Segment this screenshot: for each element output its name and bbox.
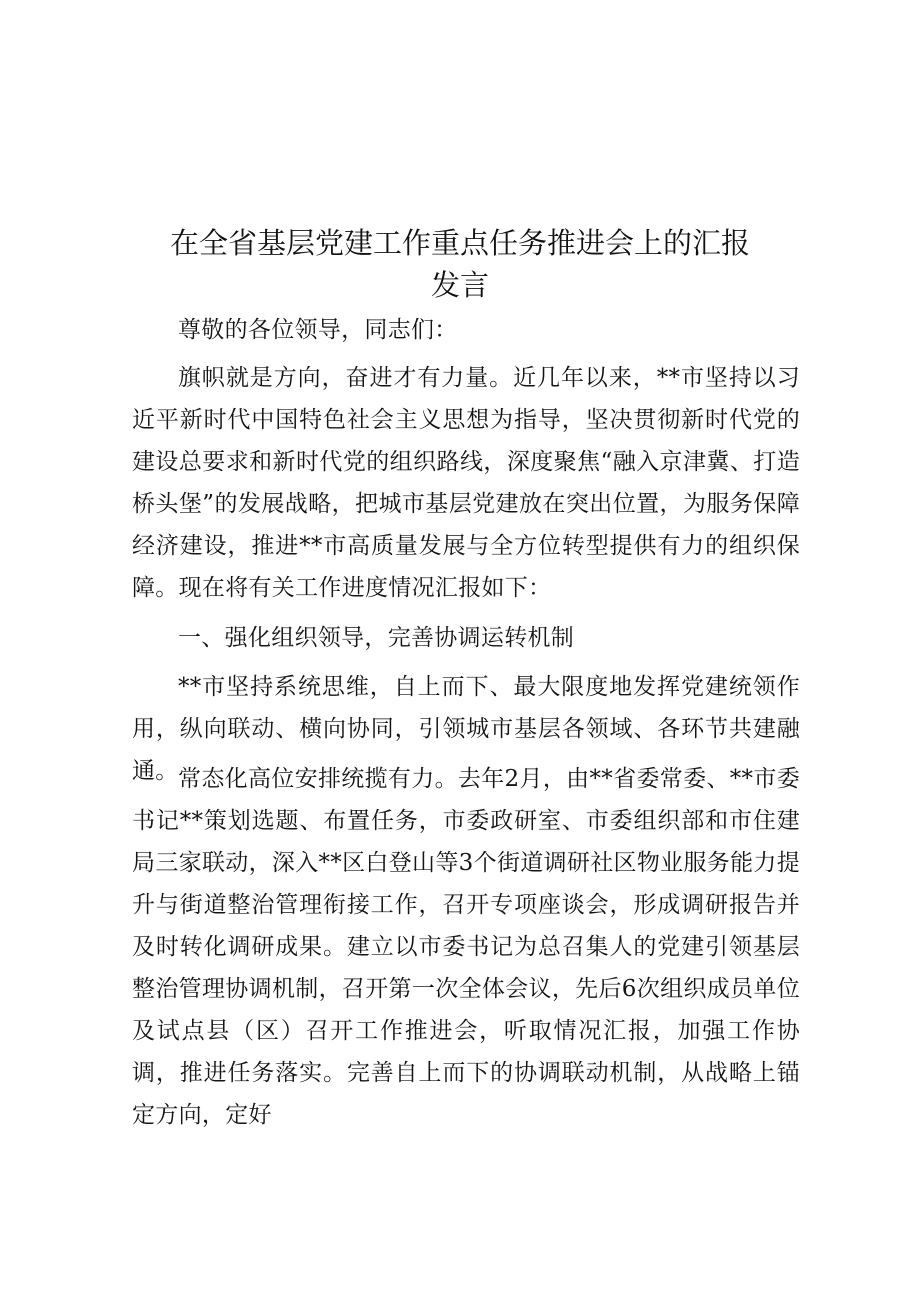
document-title-line-2: 发言 bbox=[430, 268, 489, 302]
document-title-line-1: 在全省基层党建工作重点任务推进会上的汇报 bbox=[169, 226, 750, 260]
salutation: 尊敬的各位领导，同志们： bbox=[178, 317, 458, 343]
paragraph-section1-summary: **市坚持系统思维，自上而下、最大限度地发挥党建统领作用，纵向联动、横向协同，引领城市基层各领域、各环节共建融通。 bbox=[132, 674, 800, 784]
paragraph-intro: 旗帜就是方向，奋进才有力量。近几年以来，**市坚持以习近平新时代中国特色社会主义思想为指导，坚决贯彻新时代党的建设总要求和新时代党的组织路线，深度聚焦“融入京津冀、打造桥头堡”的发展战略，把城市基层党建放在突出位置，为服务保障经济建设，推进**市高质量发展与全方位转型提供有力的组织保障。现在将有关工作进度情况汇报如下： bbox=[132, 365, 800, 601]
section-heading-1: 一、强化组织领导，完善协调运转机制 bbox=[178, 625, 575, 651]
paragraph-section1-detail: 常态化高位安排统揽有力。去年2月，由**省委常委、**市委书记**策划选题、布置任务，市委政研室、市委组织部和市住建局三家联动，深入**区白登山等3个街道调研社区物业服务能力提升与街道整治管理衔接工作，召开专项座谈会，形成调研报告并及时转化调研成果。建立以市委书记为总召集人的党建引领基层整治管理协调机制，召开第一次全体会议，先后6次组织成员单位及试点县（区）召开工作推进会，听取情况汇报，加强工作协调，推进任务落实。完善自上而下的协调联动机制，从战略上锚定方向，定好 bbox=[132, 766, 800, 1128]
